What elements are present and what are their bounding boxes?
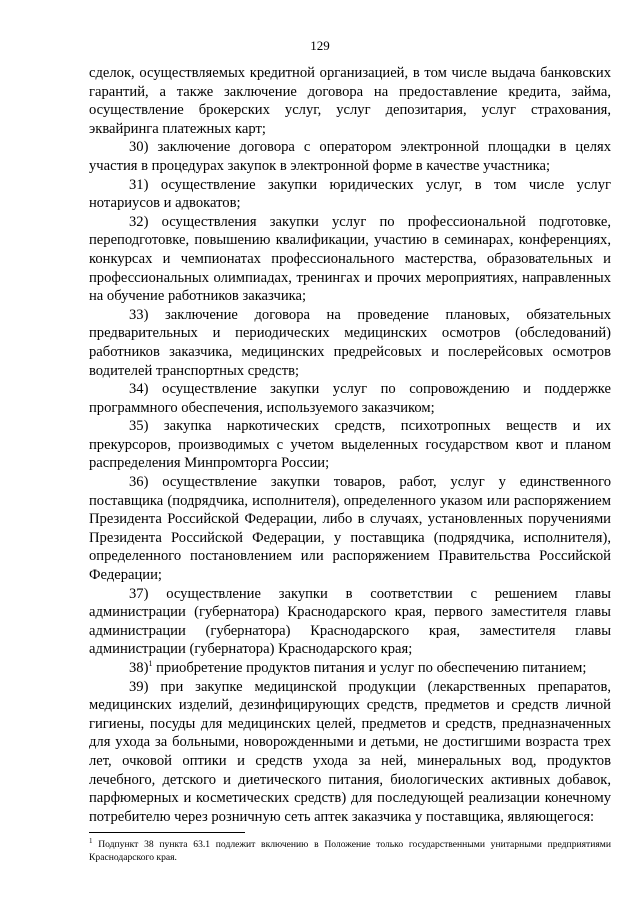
footnote-marker: 1 — [89, 836, 93, 845]
paragraph-item-36: 36) осуществление закупки товаров, работ, услуг у единственного поставщика (подрядчика, исполнителя), определенного указом или распоряжением Президента Российской Федерации, либо в случаях, установленных поручениями Президента Российской Федерации, у поставщика (подрядчика, исполнителя), определенного постановлением или распоряжением Правительства Российской Федерации; — [89, 474, 611, 584]
footnote-text: Подпункт 38 пункта 63.1 подлежит включению в Положение только государственными унитарными предприятиями Краснодарского края. — [89, 839, 611, 863]
document-body — [89, 64, 611, 826]
page-number: 129 — [310, 38, 330, 53]
item-38-number: 38) — [129, 660, 149, 676]
paragraph-item-38 — [89, 659, 611, 678]
footnote-divider — [89, 832, 245, 833]
paragraph-item-33: 33) заключение договора на проведение плановых, обязательных предварительных и периодических медицинских осмотров (обследований) работников заказчика, медицинских предрейсовых и послерейсовых осмотров водителей транспортных средств; — [89, 306, 611, 379]
footnote — [89, 838, 611, 864]
paragraph-item-37: 37) осуществление закупки в соответствии с решением главы администрации (губернатора) Краснодарского края, первого заместителя главы администрации (губернатора) Краснодарского края, заместителя главы администрации (губернатора) Краснодарского края; — [89, 585, 611, 658]
paragraph-item-35: 35) закупка наркотических средств, психотропных веществ и их прекурсоров, производимых с учетом выделенных государством квот и планом распределения Минпромторга России; — [89, 418, 611, 472]
paragraph-item-34: 34) осуществление закупки услуг по сопровождению и поддержке программного обеспечения, используемого заказчиком; — [89, 381, 611, 416]
item-38-text: приобретение продуктов питания и услуг по обеспечению питанием; — [152, 660, 587, 676]
paragraph-item-31: 31) осуществление закупки юридических услуг, в том числе услуг нотариусов и адвокатов; — [89, 176, 611, 212]
footnote-reference: 1 — [148, 659, 153, 669]
paragraph-item-32: 32) осуществления закупки услуг по профессиональной подготовке, переподготовке, повышению квалификации, участию в семинарах, конференциях, конкурсах и чемпионатах профессионального мастерства, образовательных и профессиональных олимпиадах, тренингах и прочих мероприятиях, направленных на обучение работников заказчика; — [89, 213, 611, 305]
paragraph-continuation: сделок, осуществляемых кредитной организацией, в том числе выдача банковских гарантий, а также заключение договора на предоставление кредита, займа, осуществление брокерских услуг, услуг депозитария, услуг страхования, эквайринга платежных карт; — [89, 65, 611, 137]
paragraph-item-30: 30) заключение договора с оператором электронной площадки в целях участия в процедурах закупок в электронной форме в качестве участника; — [89, 139, 611, 174]
paragraph-item-39: 39) при закупке медицинской продукции (лекарственных препаратов, медицинских изделий, дезинфицирующих средств, предметов и средств личной гигиены, посуды для медицинских целей, предметов и средств, предназначенных для ухода за больными, новорожденными и детьми, не достигшими возраста трех лет, очковой оптики и средств ухода за ней, минеральных вод, продуктов лечебного, детского и диетического питания, биологических активных добавок, парфюмерных и косметических средств) для последующей реализации конечному потребителю через розничную сеть аптек заказчика у поставщика, являющегося: — [89, 678, 611, 825]
